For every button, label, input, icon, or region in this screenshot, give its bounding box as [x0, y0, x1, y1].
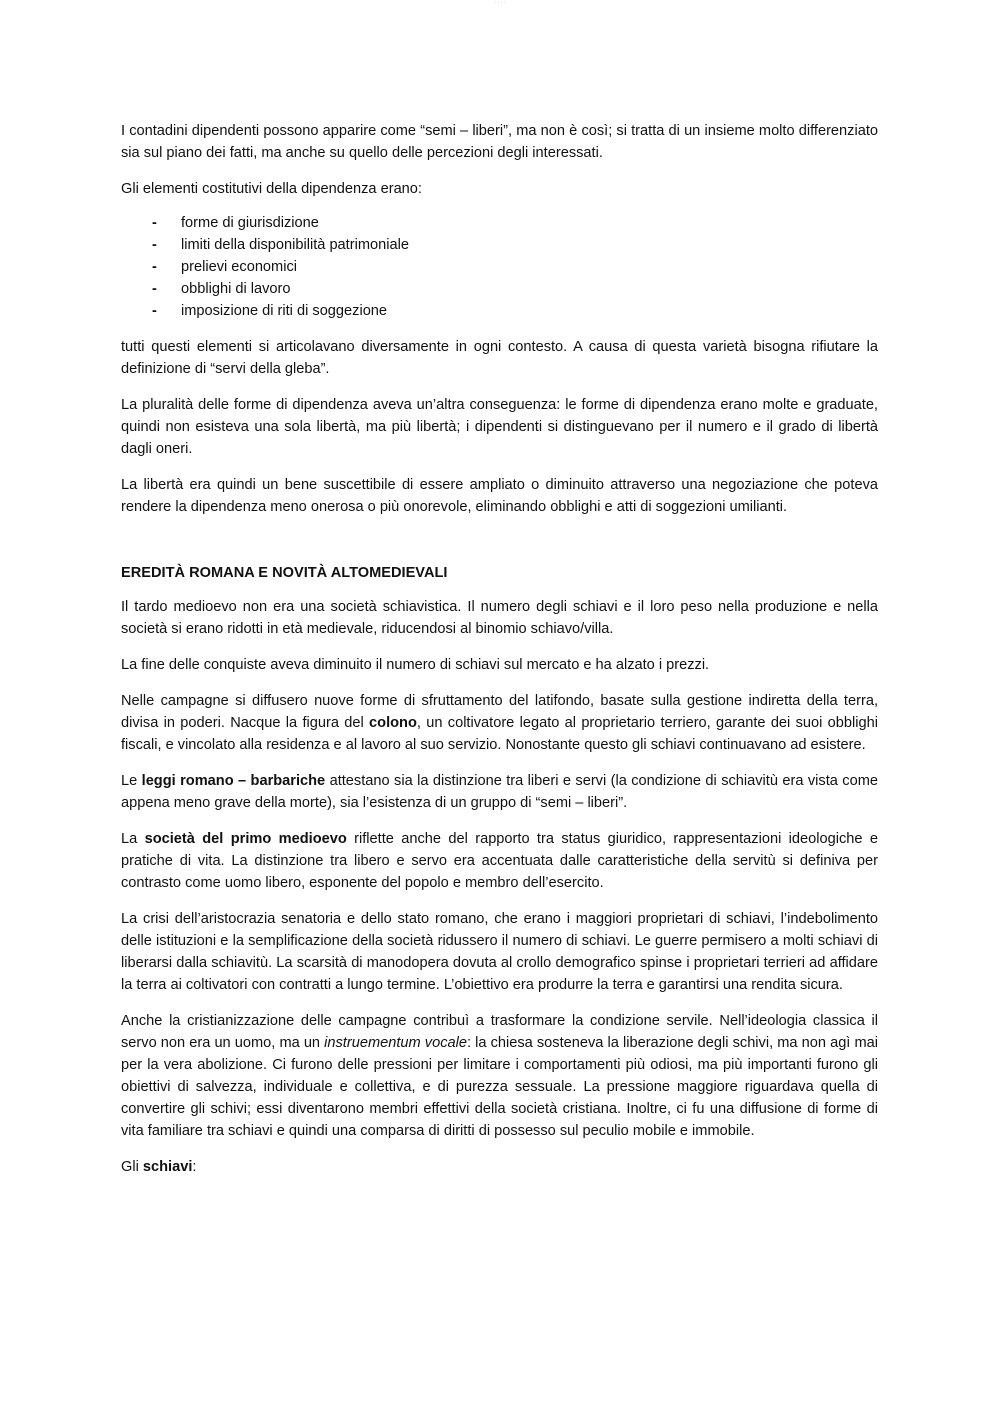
list-item: - limiti della disponibilità patrimoniale — [121, 234, 878, 256]
paragraph-laws: Le leggi romano – barbariche attestano sia la distinzione tra liberi e servi (la condizione di schiavitù era vista come appena meno grave della morte), sia l’esistenza di un gruppo di “semi – liberi”. — [121, 773, 878, 811]
dash-bullet-icon: - — [152, 281, 157, 297]
dependency-elements-list — [121, 212, 878, 322]
document-body — [121, 120, 878, 1192]
section-heading: EREDITÀ ROMANA E NOVITÀ ALTOMEDIEVALI — [121, 565, 448, 581]
dash-bullet-icon: - — [152, 215, 157, 231]
term-instrumentum: instruementum vocale — [324, 1035, 467, 1051]
dash-bullet-icon: - — [152, 259, 157, 275]
list-item: - prelievi economici — [121, 256, 878, 278]
paragraph-elements-intro: Gli elementi costitutivi della dipendenza erano: — [121, 181, 422, 197]
header-mark: · · · · — [494, 0, 506, 6]
paragraph-society: La società del primo medioevo riflette anche del rapporto tra status giuridico, rappresentazioni ideologiche e pratiche di vita. La distinzione tra libero e servo era accentuata dalle caratteristiche della servitù si definiva per contrasto come uomo libero, esponente del popolo e membro dell’esercito. — [121, 831, 878, 891]
paragraph-christianization: Anche la cristianizzazione delle campagne contribuì a trasformare la condizione servile. Nell’ideologia classica il servo non era un uomo, ma un instruementum vocale: la chiesa sosteneva la liberazione degli schivi, ma non agì mai per la vera abolizione. Ci furono delle pressioni per limitare i comportamenti più odiosi, ma più importanti furono gli obiettivi di salvezza, individuale e collettiva, e di purezza sessuale. La pressione maggiore riguardava quella di convertire gli schivi; essi diventarono membri effettivi della società cristiana. Inoltre, ci fu una diffusione di forme di vita familiare tra schiavi e quindi una comparsa di diritti di possesso sul peculio mobile e immobile. — [121, 1013, 878, 1139]
term-leggi: leggi romano – barbariche — [141, 773, 326, 789]
paragraph-gleba: tutti questi elementi si articolavano diversamente in ogni contesto. A causa di questa varietà bisogna rifiutare la definizione di “servi della gleba”. — [121, 339, 878, 377]
paragraph-intro: I contadini dipendenti possono apparire come “semi – liberi”, ma non è così; si tratta di un insieme molto differenziato sia sul piano dei fatti, ma anche su quello delle percezioni degli interessati. — [121, 123, 878, 161]
term-colono: colono — [369, 715, 417, 731]
term-societa: società del primo medioevo — [144, 831, 347, 847]
dash-bullet-icon: - — [152, 303, 157, 319]
paragraph-plurality: La pluralità delle forme di dipendenza aveva un’altra conseguenza: le forme di dipendenza erano molte e graduate, quindi non esisteva una sola libertà, ma più libertà; i dipendenti si distinguevano per il numero e il grado di libertà dagli oneri. — [121, 397, 878, 457]
dash-bullet-icon: - — [152, 237, 157, 253]
list-item: - imposizione di riti di soggezione — [121, 300, 878, 322]
paragraph-crisis: La crisi dell’aristocrazia senatoria e dello stato romano, che erano i maggiori proprietari di schiavi, l’indebolimento delle istituzioni e la semplificazione della società ridussero il numero di schiavi. Le guerre permisero a molti schiavi di liberarsi dalla schiavitù. La scarsità di manodopera dovuta al crollo demografico spinse i proprietari terrieri ad affidare la terra ai coltivatori con contratti a lungo termine. L’obiettivo era produrre la terra e garantirsi una rendita sicura. — [121, 911, 878, 993]
paragraph-freedom: La libertà era quindi un bene suscettibile di essere ampliato o diminuito attraverso una negoziazione che poteva rendere la dipendenza meno onerosa o più onorevole, eliminando obblighi e atti di soggezioni umilianti. — [121, 477, 878, 515]
paragraph-conquests: La fine delle conquiste aveva diminuito il numero di schiavi sul mercato e ha alzato i prezzi. — [121, 657, 710, 673]
term-schiavi: schiavi — [142, 1159, 193, 1175]
paragraph-slaves: Gli schiavi: — [121, 1159, 197, 1175]
paragraph-late-middle-ages: Il tardo medioevo non era una società schiavistica. Il numero degli schiavi e il loro peso nella produzione e nella società si erano ridotti in età medievale, riducendosi al binomio schiavo/villa. — [121, 599, 878, 637]
list-item: - forme di giurisdizione — [121, 212, 878, 234]
paragraph-colono: Nelle campagne si diffusero nuove forme di sfruttamento del latifondo, basate sulla gestione indiretta della terra, divisa in poderi. Nacque la figura del colono, un coltivatore legato al proprietario terriero, garante dei suoi obblighi fiscali, e vincolato alla residenza e al lavoro al suo servizio. Nonostante questo gli schiavi continuavano ad esistere. — [121, 693, 878, 753]
list-item: - obblighi di lavoro — [121, 278, 878, 300]
